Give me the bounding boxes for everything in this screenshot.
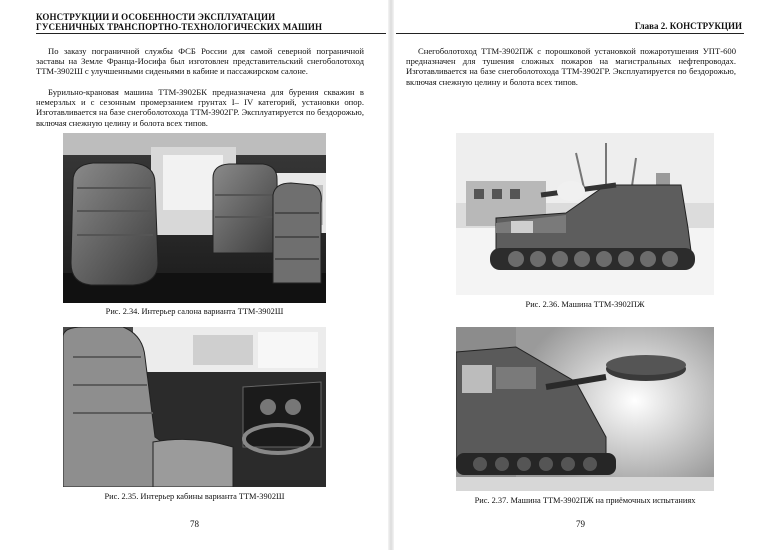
photo-tracked-fire-vehicle (456, 133, 714, 295)
right-paragraph-1: Снегоболотоход ТТМ-3902ПЖ с порошковой установкой пожаротушения УПТ-600 предназначен для тушения сложных пожаров на магистральных нефтепроводах. Изготавливается на базе снегоболотохода ТТМ-3902ГР. Эксплуатируется по бездорожью, включая снежную целину и болота всех типов. (406, 46, 736, 87)
caption-fig-2-36: Рис. 2.36. Машина ТТМ-3902ПЖ (525, 300, 645, 309)
book-gutter (388, 0, 394, 550)
page-number-right: 79 (576, 519, 585, 529)
photo-driver-cabin-interior (63, 327, 326, 487)
caption-fig-2-37: Рис. 2.37. Машина ТТМ-3902ПЖ на приёмочных испытаниях (474, 496, 696, 505)
caption-fig-2-34: Рис. 2.34. Интерьер салона варианта ТТМ-3902Ш (105, 307, 284, 316)
header-line-2: ГУСЕНИЧНЫХ ТРАНСПОРТНО-ТЕХНОЛОГИЧЕСКИХ МАШИН (36, 22, 323, 32)
header-rule-right (396, 33, 744, 34)
running-header-left (36, 12, 322, 32)
caption-fig-2-35: Рис. 2.35. Интерьер кабины варианта ТТМ-3902Ш (104, 492, 285, 501)
left-paragraph-1: По заказу пограничной службы ФСБ России для самой северной пограничной заставы на Земле Франца-Иосифа был изготовлен представительский снегоболотоход ТТМ-3902Ш с улучшенными сиденьями в кабине и пассажирском салоне. (36, 46, 364, 77)
photo-bus-cabin-interior (63, 133, 326, 303)
running-header-right: Глава 2. КОНСТРУКЦИИ (634, 21, 742, 31)
header-rule-left (36, 33, 386, 34)
header-line-1: КОНСТРУКЦИИ И ОСОБЕННОСТИ ЭКСПЛУАТАЦИИ (36, 12, 276, 22)
left-paragraph-2: Бурильно-крановая машина ТТМ-3902БК предназначена для бурения скважин в немерзлых и с сезонным промерзанием грунтах I– IV категорий, установки опор. Изготавливается на базе снегоболотохода ТТМ-3902ГР. Эксплуатируется по бездорожью, включая снежную целину и болота всех типов. (36, 87, 364, 128)
page-number-left: 78 (190, 519, 199, 529)
photo-vehicle-acceptance-test (456, 327, 714, 491)
